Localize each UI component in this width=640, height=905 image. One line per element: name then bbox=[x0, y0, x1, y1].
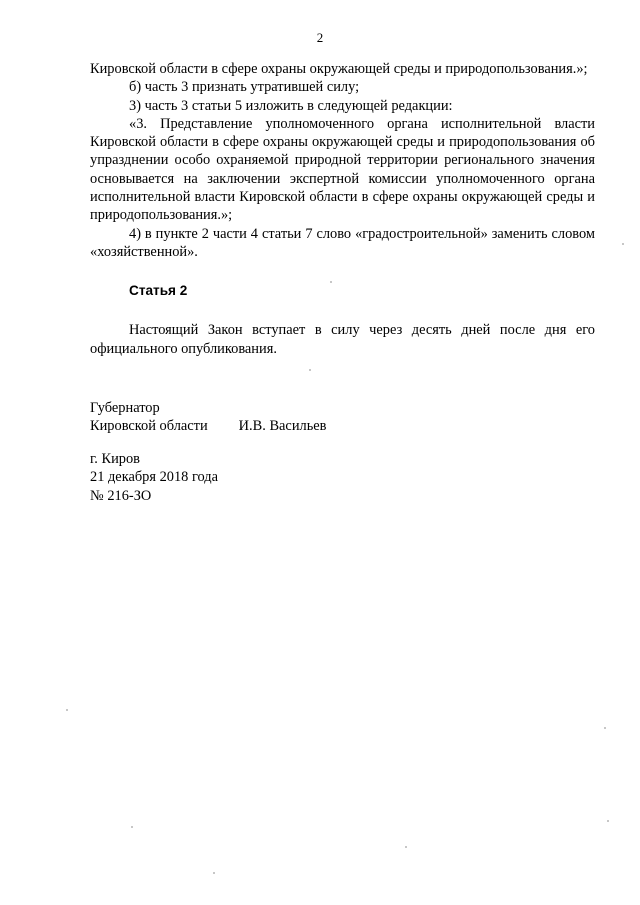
scan-speck bbox=[405, 846, 407, 848]
signatory-name: И.В. Васильев bbox=[238, 418, 327, 435]
scan-speck bbox=[330, 281, 332, 283]
signature-title-line2: Кировской области bbox=[90, 418, 208, 435]
paragraph-item-4: 4) в пункте 2 части 4 статьи 7 слово «градостроительной» заменить словом «хозяйственной». bbox=[90, 225, 595, 260]
page-number: 2 bbox=[316, 30, 324, 45]
scan-speck bbox=[607, 820, 609, 822]
date: 21 декабря 2018 года bbox=[90, 469, 219, 486]
law-number: № 216-ЗО bbox=[90, 487, 152, 504]
scan-speck bbox=[622, 243, 624, 245]
city: г. Киров bbox=[90, 451, 140, 467]
signature-row bbox=[90, 417, 326, 435]
article-heading: Статья 2 bbox=[129, 283, 188, 299]
paragraph-quoted-text: «3. Представление уполномоченного органа исполнительной власти Кировской области в сфере охраны окружающей среды и природопользования об упразднении особо охраняемой природной территории регионального значения основывается на заключении экспертной комиссии уполномоченного органа исполнительной власти Кировской области в сфере охраны окружающей среды и природопользования.»; bbox=[90, 115, 595, 224]
place-date-block bbox=[90, 450, 218, 505]
article-text: Настоящий Закон вступает в силу через десять дней после дня его официального опубликования. bbox=[90, 322, 595, 357]
signature-block bbox=[90, 399, 326, 436]
scan-speck bbox=[66, 709, 68, 711]
scan-speck bbox=[213, 872, 215, 874]
signature-title-line1: Губернатор bbox=[90, 400, 160, 416]
paragraph-continuation: Кировской области в сфере охраны окружающей среды и природопользования.»; bbox=[90, 61, 588, 77]
paragraph-item-b: б) часть 3 признать утратившей силу; bbox=[129, 79, 360, 96]
scan-speck bbox=[309, 369, 311, 371]
document-body bbox=[90, 60, 595, 358]
scan-speck bbox=[604, 727, 606, 729]
scan-speck bbox=[131, 826, 133, 828]
paragraph-item-3: 3) часть 3 статьи 5 изложить в следующей редакции: bbox=[129, 97, 453, 114]
